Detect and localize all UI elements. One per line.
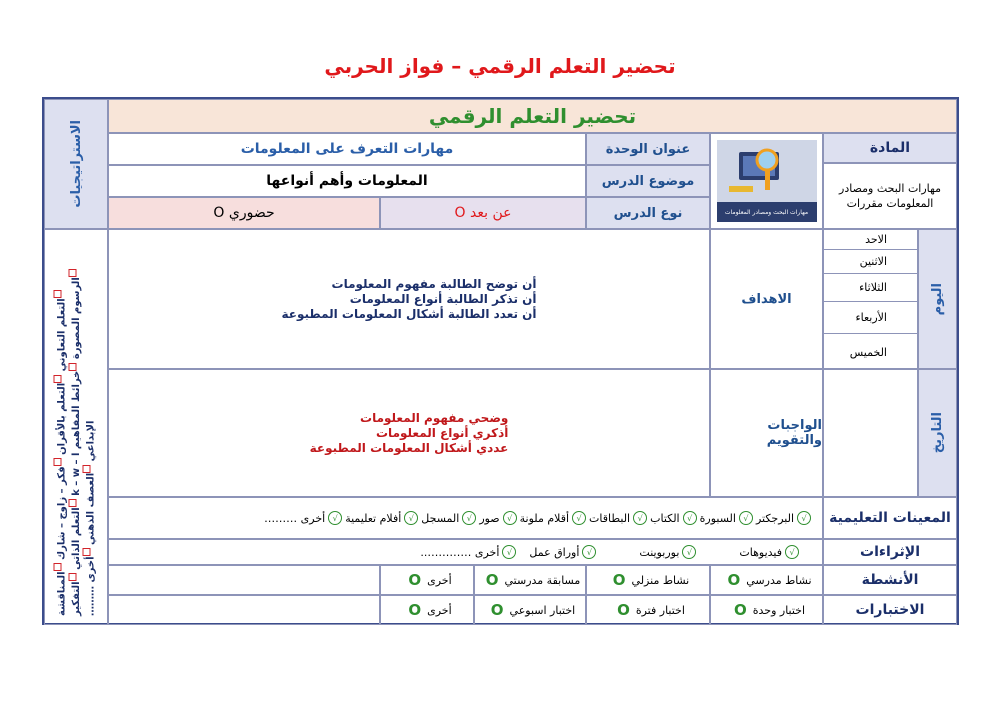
strategy-item: التعلم بالأقران [56,382,68,455]
magnifier-icon [717,140,817,202]
lesson-label: موضوع الدرس [586,165,710,197]
homework-label: الواجبات والتقويم [710,369,823,497]
day-item: الاحد [824,230,917,250]
test-item: اختبار وحدة [752,603,806,617]
enrichment-content [108,539,823,565]
day-item: الثلاثاء [824,274,917,302]
strategy-item: فكر – زاوج – شارك [56,466,68,560]
aids-content [108,497,823,539]
test-item: أخرى [427,603,452,617]
logo-cell [710,133,823,229]
check-icon[interactable]: √ [682,545,696,559]
lesson-plan-table [42,97,959,625]
lesson-type-remote[interactable]: عن بعد O [380,197,586,229]
aid-item: البرجكتر [755,511,794,525]
aid-item: المسجل [421,511,460,525]
enrichment-item: فيديوهات [739,545,782,559]
activity-cell[interactable]: مسابقة مدرستي O [474,565,586,595]
strategy-item: المناقشة [56,571,68,616]
date-label: التاريخ [918,369,957,497]
day-label: اليوم [918,229,957,369]
aids-label: المعينات التعليمية [823,497,957,539]
subject-value: مهارات البحث ومصادر المعلومات مقررات [823,163,957,229]
day-item: الاثنين [824,250,917,274]
aid-item: صور [479,511,500,525]
aid-item: أقلام ملونة [519,511,570,525]
check-icon[interactable]: √ [797,511,811,525]
page-title: تحضير التعلم الرقمي – فواز الحربي [324,54,676,78]
strategy-item: العصف الذهني [85,472,97,545]
test-cell[interactable]: اختبار فترة O [586,595,710,625]
test-cell[interactable]: اختبار وحدة O [710,595,823,625]
strategy-item: خرائط المفاهيم [71,370,83,450]
unit-value: مهارات التعرف على المعلومات [108,133,586,165]
check-icon[interactable]: √ [785,545,799,559]
check-icon[interactable]: √ [328,511,342,525]
enrichment-label: الإثراءات [823,539,957,565]
activity-item: مسابقة مدرستي [504,573,581,587]
strategy-item: التعلم الذاتي [71,507,83,570]
days-list [823,229,918,369]
aid-item: أخرى ……… [264,511,326,525]
aid-item: البطاقات [589,511,631,525]
lesson-type-label: نوع الدرس [586,197,710,229]
objective-item: أن تذكر الطالبة أنواع المعلومات [349,291,537,306]
test-item: اختبار اسبوعي [509,603,576,617]
aid-item: السبورة [699,511,736,525]
banner: تحضير التعلم الرقمي [108,99,957,133]
strategy-item: التعلم التعاوني [56,298,68,372]
strategies-list [44,229,108,625]
day-item: الخميس [849,345,887,359]
activity-cell[interactable]: نشاط مدرسي O [710,565,823,595]
test-cell[interactable]: أخرى O [380,595,474,625]
strategy-item: أخرى ……… [85,556,97,616]
activity-cell[interactable]: أخرى O [380,565,474,595]
homework-item: عددي أشكال المعلومات المطبوعة [309,440,509,455]
enrichment-item: أوراق عمل [529,545,580,559]
test-empty [108,595,380,625]
strategy-item: التفكير [71,581,83,616]
strategy-item: الإبداعي [85,420,97,462]
date-value[interactable] [823,369,918,497]
subject-label: المادة [823,133,957,163]
day-item: الأربعاء [824,302,917,334]
homework-item: وضحي مفهوم المعلومات [360,410,509,425]
logo [717,140,817,222]
activity-item: أخرى [427,573,452,587]
aid-item: الكتاب [650,511,680,525]
unit-label: عنوان الوحدة [586,133,710,165]
strategy-item: k – w – l [71,452,83,496]
objective-item: أن توضح الطالبة مفهوم المعلومات [331,276,537,291]
lesson-value: المعلومات وأهم أنواعها [108,165,586,197]
homework-item: أذكري أنواع المعلومات [376,425,509,440]
check-icon[interactable]: √ [739,511,753,525]
check-icon[interactable]: √ [572,511,586,525]
check-icon[interactable]: √ [502,545,516,559]
strategies-header: الاستراتيجيات [44,99,108,229]
activity-item: نشاط منزلي [631,573,690,587]
aid-item: أفلام تعليمية [345,511,402,525]
logo-caption: مهارات البحث ومصادر المعلومات [717,202,817,222]
homework-content [108,369,710,497]
strategy-item: الرسوم المصورة [71,277,83,360]
test-cell[interactable]: اختبار اسبوعي O [474,595,586,625]
tests-label: الاختبارات [823,595,957,625]
enrichment-item: أخرى ………….. [420,545,500,559]
test-item: اختبار فترة [635,603,685,617]
check-icon[interactable]: √ [582,545,596,559]
activity-cell[interactable]: نشاط منزلي O [586,565,710,595]
activity-empty [108,565,380,595]
lesson-type-presence[interactable]: حضوري O [108,197,380,229]
activities-label: الأنشطة [823,565,957,595]
check-icon[interactable]: √ [462,511,476,525]
check-icon[interactable]: √ [683,511,697,525]
check-icon[interactable]: √ [503,511,517,525]
objective-item: أن تعدد الطالبة أشكال المعلومات المطبوعة [281,306,537,321]
check-icon[interactable]: √ [404,511,418,525]
objectives-content [108,229,710,369]
activity-item: نشاط مدرسي [746,573,812,587]
check-icon[interactable]: √ [633,511,647,525]
enrichment-item: بوربوينت [639,545,680,559]
objectives-label: الاهداف [710,229,823,369]
